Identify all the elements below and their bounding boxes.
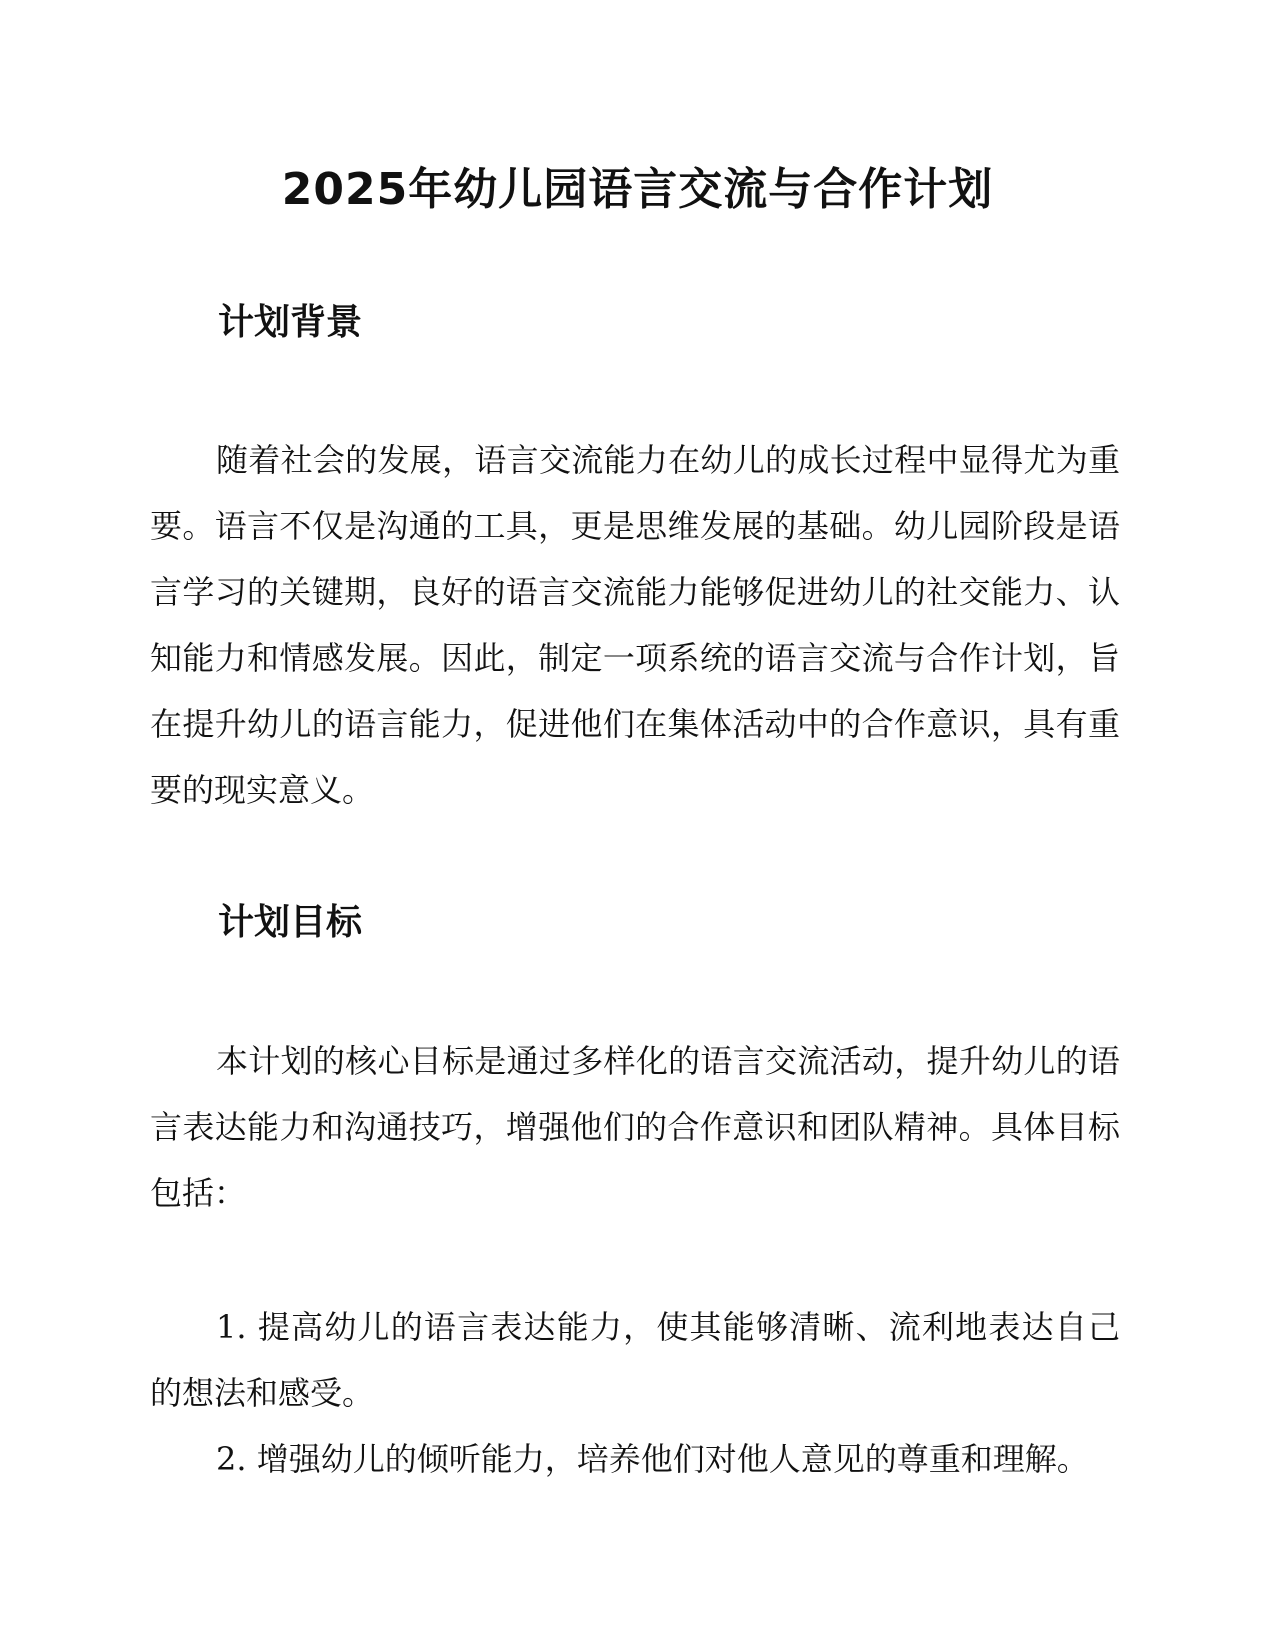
- background-paragraph: 随着社会的发展，语言交流能力在幼儿的成长过程中显得尤为重要。语言不仅是沟通的工具，更是思维发展的基础。幼儿园阶段是语言学习的关键期，良好的语言交流能力能够促进幼儿的社交能力、认知能力和情感发展。因此，制定一项系统的语言交流与合作计划，旨在提升幼儿的语言能力，促进他们在集体活动中的合作意识，具有重要的现实意义。: [150, 441, 1120, 809]
- list-item: 2. 增强幼儿的倾听能力，培养他们对他人意见的尊重和理解。: [216, 1440, 1089, 1478]
- goals-paragraph: 本计划的核心目标是通过多样化的语言交流活动，提升幼儿的语言表达能力和沟通技巧，增强他们的合作意识和团队精神。具体目标包括：: [150, 1042, 1120, 1212]
- list-item: 1. 提高幼儿的语言表达能力，使其能够清晰、流利地表达自己的想法和感受。: [150, 1308, 1120, 1412]
- document-title: 2025年幼儿园语言交流与合作计划: [281, 164, 994, 215]
- goals-list: [150, 1294, 1120, 1492]
- section-heading-background: 计划背景: [218, 302, 363, 343]
- section-heading-goals: 计划目标: [218, 902, 363, 943]
